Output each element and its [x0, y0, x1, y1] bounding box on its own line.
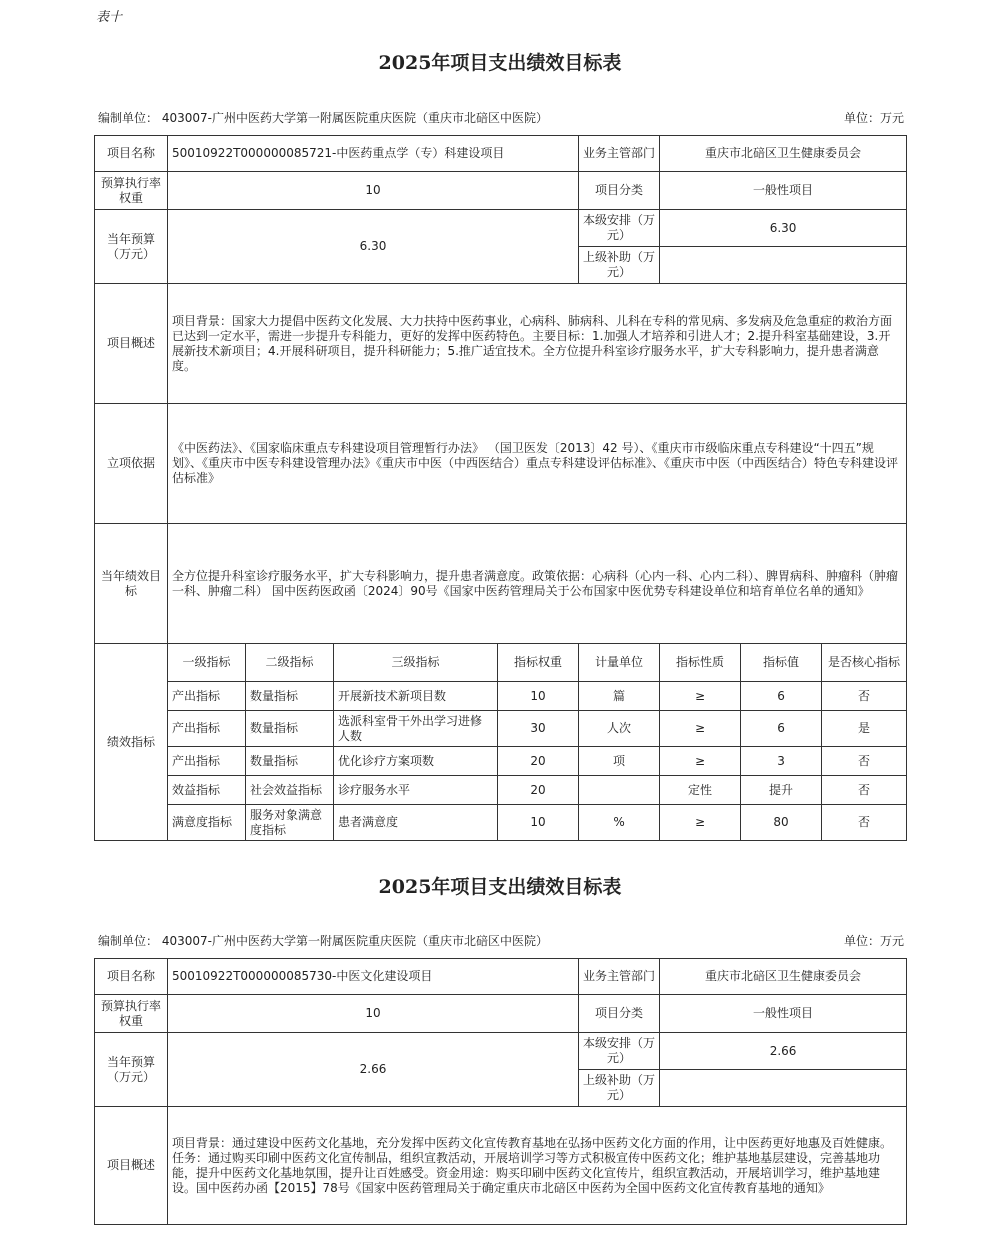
perf-header: 计量单位: [579, 644, 660, 682]
perf-cell: 项: [579, 747, 660, 776]
perf-row: [95, 711, 907, 747]
overview-label: 项目概述: [95, 1107, 168, 1225]
perf-row: [95, 747, 907, 776]
org-value: 403007-广州中医药大学第一附属医院重庆医院（重庆市北碚区中医院）: [161, 111, 548, 125]
basis-text: 《中医药法》、《国家临床重点专科建设项目管理暂行办法》 （国卫医发〔2013〕42 号）、《重庆市市级临床重点专科建设“十四五”规划》、《重庆市中医专科建设管理办法》《重庆市中医（中西医结合）重点专科建设评估标准》、《重庆市中医（中西医结合）特色专科建设评估标准》: [172, 441, 899, 485]
weight-value: 10: [168, 995, 579, 1033]
perf-cell: 诊疗服务水平: [334, 776, 498, 805]
perf-cell: 30: [498, 711, 579, 747]
budget-label: 当年预算（万元）: [95, 1033, 168, 1107]
project-name-value: 50010922T000000085730-中医文化建设项目: [168, 959, 579, 995]
section-2-table: [94, 958, 907, 1225]
perf-cell: 开展新技术新项目数: [334, 682, 498, 711]
budget-value: 2.66: [168, 1033, 579, 1107]
overview-text: 项目背景：通过建设中医药文化基地，充分发挥中医药文化宣传教育基地在弘扬中医药文化方面的作用，让中医药更好地惠及百姓健康。任务：通过购买印刷中医药文化宣传制品，组织宣教活动，开展培训学习等方式积极宣传中医药文化；维护基地基层建设，完善基地功能，提升中医药文化基地氛围，提升让百姓感受。资金用途：购买印刷中医药文化宣传片，组织宣教活动，开展培训学习，维护基地建设。国中医药办函【2015】78号《国家中医药管理局关于确定重庆市北碚区中医药为全国中医药文化宣传教育基地的通知》: [172, 1135, 893, 1195]
perf-header: 三级指标: [334, 644, 498, 682]
upper-label: 上级补助（万元）: [579, 1070, 660, 1107]
perf-cell: 10: [498, 682, 579, 711]
perf-cell: 社会效益指标: [246, 776, 334, 805]
perf-cell: 满意度指标: [168, 805, 246, 841]
dept-value: 重庆市北碚区卫生健康委员会: [660, 959, 907, 995]
perf-cell: [579, 776, 660, 805]
project-name-value: 50010922T000000085721-中医药重点学（专）科建设项目: [168, 136, 579, 172]
perf-header: 是否核心指标: [822, 644, 907, 682]
weight-label: 预算执行率权重: [95, 995, 168, 1033]
perf-cell: 篇: [579, 682, 660, 711]
weight-label: 预算执行率权重: [95, 172, 168, 210]
perf-cell: 定性: [660, 776, 741, 805]
perf-cell: 3: [741, 747, 822, 776]
local-label: 本级安排（万元）: [579, 1033, 660, 1070]
perf-header: 指标权重: [498, 644, 579, 682]
perf-cell: ≥: [660, 682, 741, 711]
upper-value: [660, 247, 907, 284]
overview-cell: [168, 284, 907, 404]
goal-text: 全方位提升科室诊疗服务水平，扩大专科影响力，提升患者满意度。政策依据：心病科（心内一科、心内二科）、脾胃病科、肿瘤科（肿瘤一科、肿瘤二科） 国中医药医政函〔2024〕90号《国家中医药管理局关于公布国家中医优势专科建设单位和培育单位名单的通知》: [172, 568, 899, 598]
org-label: 编制单位：: [98, 934, 159, 948]
perf-cell: 患者满意度: [334, 805, 498, 841]
perf-label: 绩效指标: [95, 644, 168, 841]
perf-cell: 6: [741, 711, 822, 747]
perf-cell: ≥: [660, 805, 741, 841]
perf-cell: 人次: [579, 711, 660, 747]
local-value: 6.30: [660, 210, 907, 247]
category-label: 项目分类: [579, 995, 660, 1033]
section-2-title: 2025年项目支出绩效目标表: [378, 876, 622, 898]
perf-cell: %: [579, 805, 660, 841]
section-1-table: [94, 135, 907, 841]
perf-cell: 效益指标: [168, 776, 246, 805]
perf-cell: 80: [741, 805, 822, 841]
perf-row: [95, 776, 907, 805]
overview-label: 项目概述: [95, 284, 168, 404]
goal-label: 当年绩效目标: [95, 524, 168, 644]
category-value: 一般性项目: [660, 172, 907, 210]
perf-cell: 服务对象满意度指标: [246, 805, 334, 841]
perf-cell: 10: [498, 805, 579, 841]
perf-cell: 否: [822, 805, 907, 841]
category-label: 项目分类: [579, 172, 660, 210]
goal-cell: [168, 524, 907, 644]
budget-value: 6.30: [168, 210, 579, 284]
upper-value: [660, 1070, 907, 1107]
perf-cell: 否: [822, 682, 907, 711]
local-label: 本级安排（万元）: [579, 210, 660, 247]
perf-cell: 否: [822, 747, 907, 776]
perf-cell: 数量指标: [246, 711, 334, 747]
overview-text: 项目背景：国家大力提倡中医药文化发展、大力扶持中医药事业，心病科、肺病科、儿科在专科的常见病、多发病及危急重症的救治方面已达到一定水平，需进一步提升专科能力，更好的发挥中医药特色。主要目标：1.加强人才培养和引进人才；2.提升科室基础建设，3.开展新技术新项目；4.开展科研项目，提升科研能力；5.推广适宜技术。全方位提升科室诊疗服务水平，扩大专科影响力，提升患者满意度。: [172, 313, 893, 373]
perf-row: [95, 805, 907, 841]
project-name-label: 项目名称: [95, 959, 168, 995]
perf-cell: 否: [822, 776, 907, 805]
weight-value: 10: [168, 172, 579, 210]
section-2-meta: [98, 932, 904, 949]
perf-cell: 是: [822, 711, 907, 747]
perf-cell: 产出指标: [168, 711, 246, 747]
perf-cell: 提升: [741, 776, 822, 805]
perf-cell: 选派科室骨干外出学习进修人数: [334, 711, 498, 747]
category-value: 一般性项目: [660, 995, 907, 1033]
org-label: 编制单位：: [98, 111, 159, 125]
perf-cell: 20: [498, 776, 579, 805]
perf-cell: 产出指标: [168, 747, 246, 776]
perf-cell: 优化诊疗方案项数: [334, 747, 498, 776]
perf-header-row: [95, 644, 907, 682]
perf-header: 一级指标: [168, 644, 246, 682]
perf-cell: 产出指标: [168, 682, 246, 711]
perf-cell: 数量指标: [246, 747, 334, 776]
budget-label: 当年预算（万元）: [95, 210, 168, 284]
perf-header: 二级指标: [246, 644, 334, 682]
perf-row: [95, 682, 907, 711]
perf-cell: ≥: [660, 747, 741, 776]
project-name-label: 项目名称: [95, 136, 168, 172]
perf-cell: ≥: [660, 711, 741, 747]
basis-cell: [168, 404, 907, 524]
perf-cell: 20: [498, 747, 579, 776]
perf-cell: 6: [741, 682, 822, 711]
unit-label: 单位：万元: [843, 111, 904, 125]
local-value: 2.66: [660, 1033, 907, 1070]
dept-label: 业务主管部门: [579, 959, 660, 995]
dept-value: 重庆市北碚区卫生健康委员会: [660, 136, 907, 172]
dept-label: 业务主管部门: [579, 136, 660, 172]
upper-label: 上级补助（万元）: [579, 247, 660, 284]
perf-header: 指标性质: [660, 644, 741, 682]
page-label: 表十: [96, 10, 123, 25]
overview-cell: [168, 1107, 907, 1225]
org-value: 403007-广州中医药大学第一附属医院重庆医院（重庆市北碚区中医院）: [161, 934, 548, 948]
basis-label: 立项依据: [95, 404, 168, 524]
perf-cell: 数量指标: [246, 682, 334, 711]
section-1-meta: [98, 109, 904, 126]
unit-label: 单位：万元: [843, 934, 904, 948]
perf-header: 指标值: [741, 644, 822, 682]
section-1-title: 2025年项目支出绩效目标表: [378, 52, 622, 74]
